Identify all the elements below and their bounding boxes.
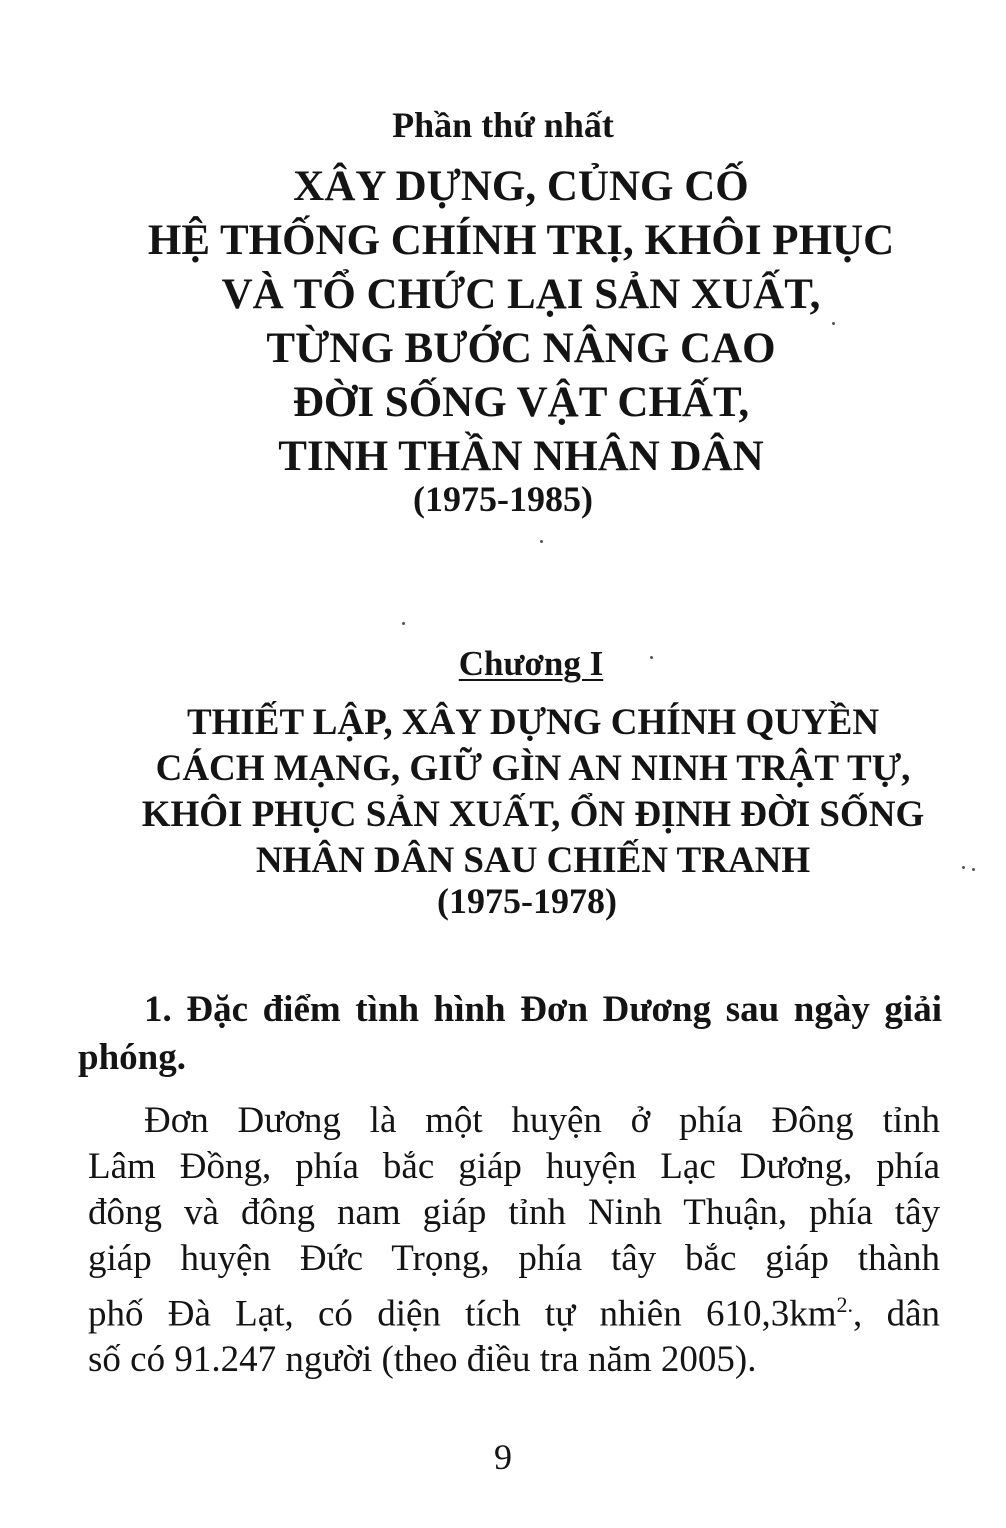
scan-speck — [972, 868, 975, 871]
part-title-line: TINH THẦN NHÂN DÂN — [278, 433, 764, 480]
part-title — [18, 160, 1006, 484]
part-label: Phần thứ nhất — [392, 105, 614, 145]
scan-speck — [402, 622, 405, 625]
scan-speck — [962, 866, 965, 869]
chapter-title-line: CÁCH MẠNG, GIỮ GÌN AN NINH TRẬT TỰ, — [155, 748, 911, 789]
body-line: số có 91.247 người (theo điều tra năm 2005). — [88, 1339, 757, 1381]
body-line: Đơn Dương là một huyện ở phía Đông tỉnh — [144, 1100, 940, 1141]
part-title-line: HỆ THỐNG CHÍNH TRỊ, KHÔI PHỤC — [147, 217, 895, 264]
body-line: giáp huyện Đức Trọng, phía tây bắc giáp thành — [88, 1238, 940, 1279]
part-title-line: VÀ TỔ CHỨC LẠI SẢN XUẤT, — [221, 271, 821, 318]
chapter-title-line: NHÂN DÂN SAU CHIẾN TRANH — [255, 840, 811, 881]
section-heading: 1. Đặc điểm tình hình Đơn Dương sau ngày giải phóng. — [78, 989, 942, 1078]
scan-speck — [832, 322, 835, 325]
part-title-line: TỪNG BƯỚC NÂNG CAO — [266, 325, 776, 372]
chapter-years: (1975-1978) — [437, 881, 617, 921]
body-line: đông và đông nam giáp tỉnh Ninh Thuận, phía tây — [88, 1192, 940, 1233]
body-paragraph — [88, 1098, 940, 1383]
body-line-with-superscript — [88, 1282, 940, 1337]
body-line-text: phố Đà Lạt, có diện tích tự nhiên 610,3km — [88, 1293, 837, 1335]
body-line: Lâm Đồng, phía bắc giáp huyện Lạc Dương, phía — [88, 1146, 940, 1187]
chapter-title-line: KHÔI PHỤC SẢN XUẤT, ỔN ĐỊNH ĐỜI SỐNG — [141, 794, 925, 835]
part-years: (1975-1985) — [413, 479, 593, 519]
chapter-title — [30, 700, 1006, 884]
part-title-line: XÂY DỰNG, CỦNG CỐ — [293, 163, 749, 210]
body-line-tail: , dân — [853, 1293, 940, 1335]
scan-speck — [540, 540, 543, 543]
superscript: 2. — [836, 1292, 854, 1317]
part-title-line: ĐỜI SỐNG VẬT CHẤT, — [292, 379, 750, 426]
page-number: 9 — [494, 1437, 512, 1477]
scan-speck — [650, 656, 653, 659]
chapter-label: Chương I — [458, 644, 604, 683]
chapter-title-line: THIẾT LẬP, XÂY DỰNG CHÍNH QUYỀN — [186, 702, 880, 743]
